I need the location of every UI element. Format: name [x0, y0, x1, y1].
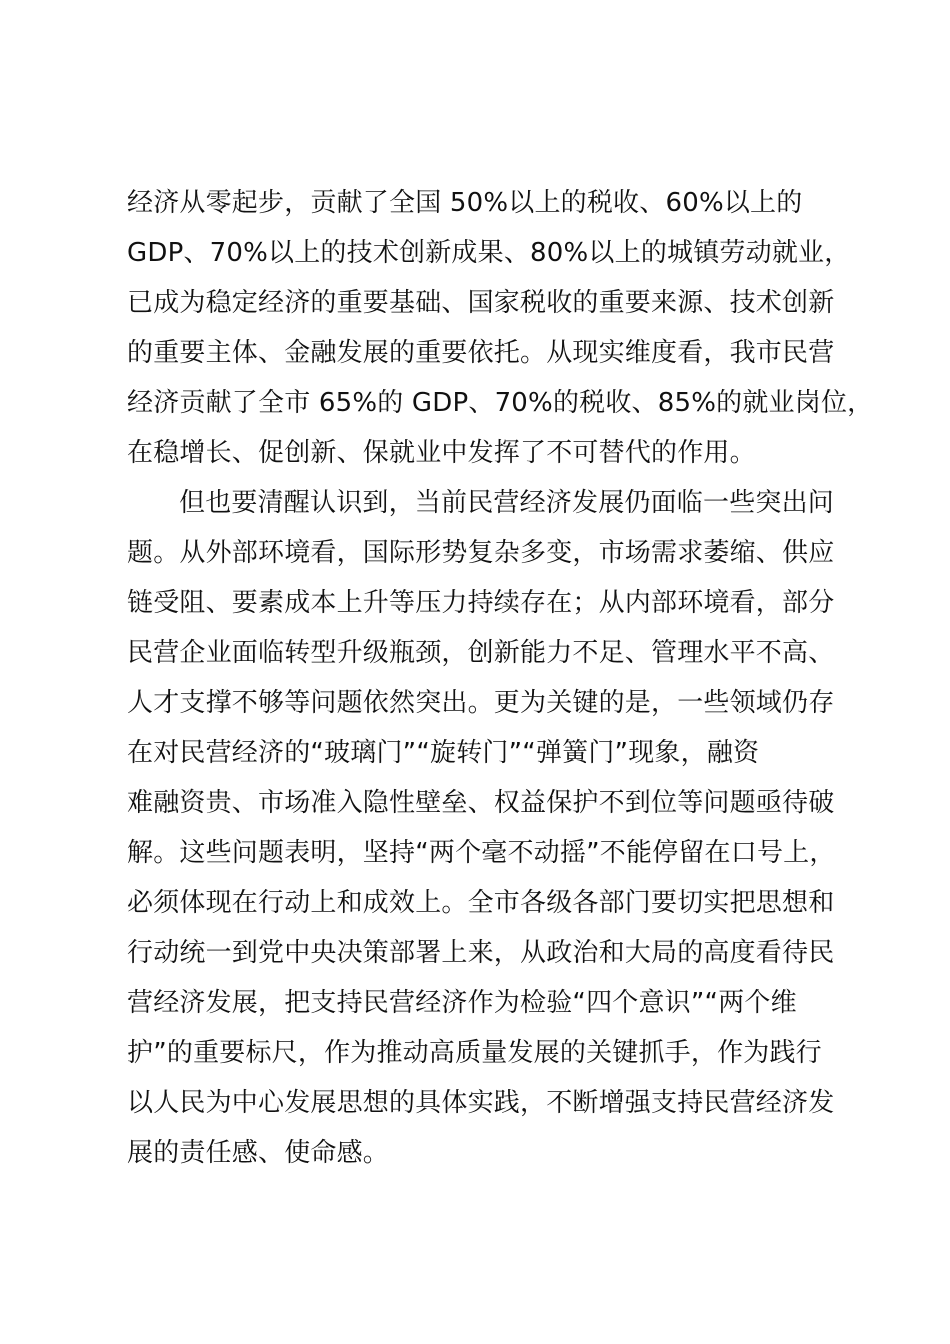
text-line: 必须体现在行动上和成效上。全市各级各部门要切实把思想和 [127, 888, 835, 918]
text-line: 经济贡献了全市 65%的 GDP、70%的税收、85%的就业岗位， [127, 388, 874, 418]
text-line: 护”的重要标尺，作为推动高质量发展的关键抓手，作为践行 [127, 1038, 822, 1068]
text-line: 已成为稳定经济的重要基础、国家税收的重要来源、技术创新 [127, 288, 835, 318]
body-text [127, 178, 874, 1178]
text-line: 展的责任感、使命感。 [127, 1138, 390, 1168]
text-line: 经济从零起步，贡献了全国 50%以上的税收、60%以上的 [127, 188, 803, 218]
text-line: 营经济发展，把支持民营经济作为检验“四个意识”“两个维 [127, 988, 797, 1018]
text-line: 题。从外部环境看，国际形势复杂多变，市场需求萎缩、供应 [127, 538, 835, 568]
text-line: 在稳增长、促创新、保就业中发挥了不可替代的作用。 [127, 438, 756, 468]
text-line: 解。这些问题表明，坚持“两个毫不动摇”不能停留在口号上， [127, 838, 836, 868]
text-line: 民营企业面临转型升级瓶颈，创新能力不足、管理水平不高、 [127, 638, 835, 668]
text-line: 以人民为中心发展思想的具体实践，不断增强支持民营经济发 [127, 1088, 835, 1118]
text-line: 行动统一到党中央决策部署上来，从政治和大局的高度看待民 [127, 938, 835, 968]
text-line: 链受阻、要素成本上升等压力持续存在；从内部环境看，部分 [127, 588, 835, 618]
paragraph-start-line: 但也要清醒认识到，当前民营经济发展仍面临一些突出问 [179, 488, 835, 518]
text-line: 难融资贵、市场准入隐性壁垒、权益保护不到位等问题亟待破 [127, 788, 835, 818]
text-line: 的重要主体、金融发展的重要依托。从现实维度看，我市民营 [127, 338, 835, 368]
text-line: GDP、70%以上的技术创新成果、80%以上的城镇劳动就业， [127, 238, 851, 268]
text-line: 在对民营经济的“玻璃门”“旋转门”“弹簧门”现象，融资 [127, 738, 760, 768]
text-line: 人才支撑不够等问题依然突出。更为关键的是，一些领域仍存 [127, 688, 835, 718]
